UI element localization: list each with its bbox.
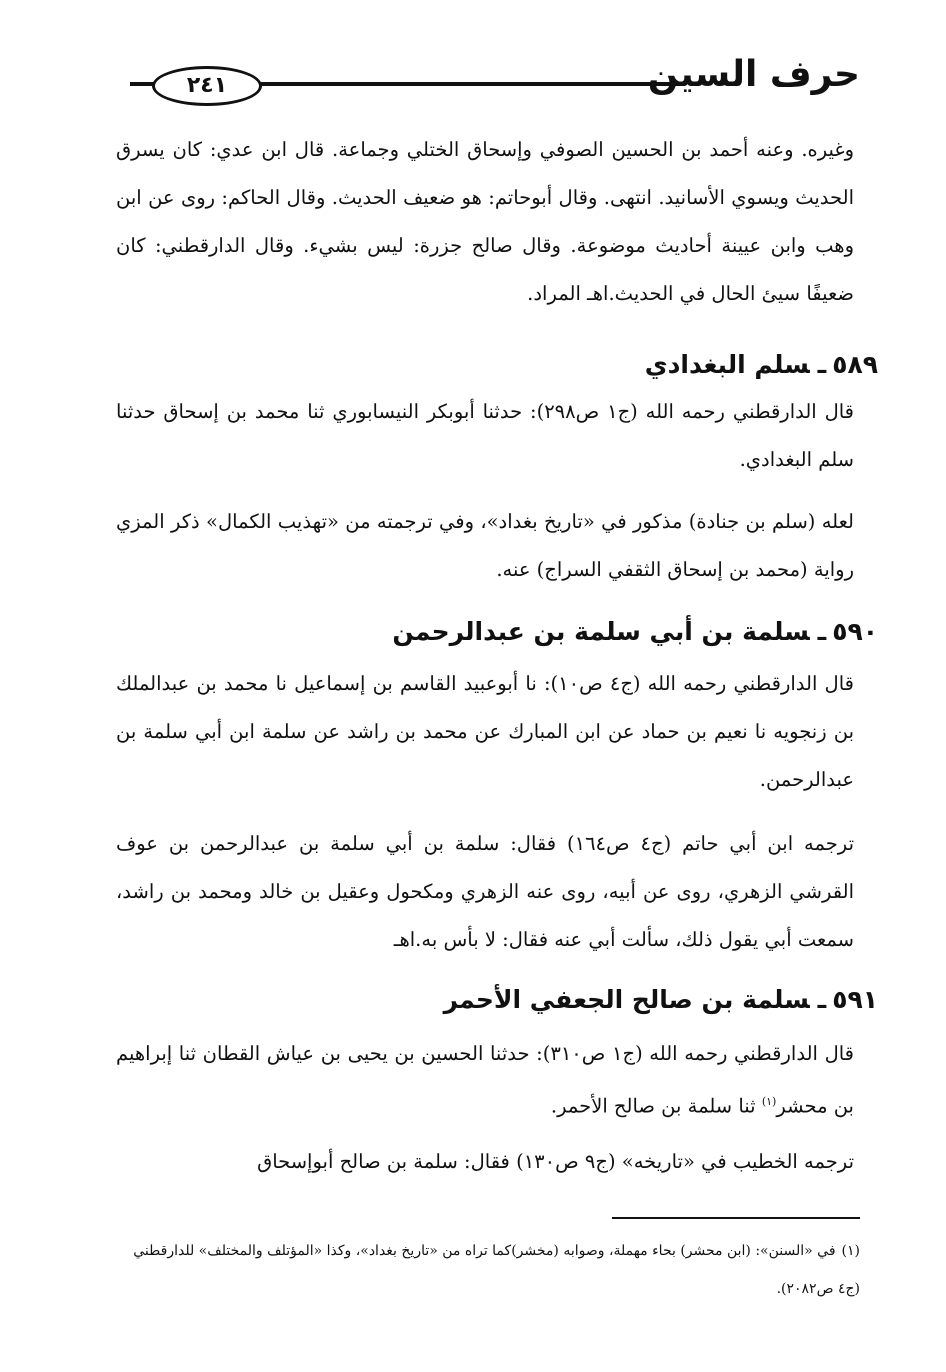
entry-heading-589 [645, 345, 878, 385]
entry-dash: ـ [817, 617, 827, 646]
entry-dash: ـ [817, 985, 827, 1014]
entry-591-text-a: قال الدارقطني رحمه الله (ج١ ص٣١٠): حدثنا الحسين بن يحيى بن عياش القطان ثنا إبراهيم بن محشر [116, 1042, 854, 1118]
footnote-reference[interactable]: (١) [761, 1095, 777, 1108]
footnote-marker: (١) [841, 1243, 860, 1259]
entry-589-paragraph-1: قال الدارقطني رحمه الله (ج١ ص٢٩٨): حدثنا أبوبكر النيسابوري ثنا محمد بن إسحاق حدثنا سلم البغدادي. [116, 400, 855, 471]
entry-590-paragraph-2: ترجمه ابن أبي حاتم (ج٤ ص١٦٤) فقال: سلمة بن أبي سلمة بن عبدالرحمن بن عوف القرشي الزهري، روى عن أبيه، روى عنه الزهري ومكحول وعقيل بن خالد ومحمد بن راشد، سمعت أبي يقول ذلك، سألت أبي عنه فقال: لا بأس به.اهـ [116, 832, 854, 951]
entry-title: سلمة بن صالح الجعفي الأحمر [443, 985, 810, 1014]
entry-589-paragraph-2: لعله (سلم بن جنادة) مذكور في «تاريخ بغداد»، وفي ترجمته من «تهذيب الكمال» ذكر المزي رواية (محمد بن إسحاق الثقفي السراج) عنه. [116, 510, 854, 581]
entry-title: سلمة بن أبي سلمة بن عبدالرحمن [392, 617, 810, 646]
footnotes [116, 1232, 860, 1308]
footnote-divider [612, 1217, 860, 1219]
entry-dash: ـ [817, 350, 827, 379]
entry-title: سلم البغدادي [644, 350, 810, 379]
intro-paragraph: وغيره. وعنه أحمد بن الحسين الصوفي وإسحاق الختلي وجماعة. قال ابن عدي: كان يسرق الحديث ويسوي الأسانيد. انتهى. وقال أبوحاتم: هو ضعيف الحديث. وقال الحاكم: روى عن ابن وهب وابن عيينة أحاديث موضوعة. وقال صالح جزرة: ليس بشيء. وقال الدارقطني: كان ضعيفًا سيئ الحال في الحديث.اهـ المراد. [116, 138, 854, 305]
page-header [130, 52, 860, 102]
entry-number: ٥٨٩ [832, 350, 878, 379]
entry-590-paragraph-1: قال الدارقطني رحمه الله (ج٤ ص١٠): نا أبوعبيد القاسم بن إسماعيل نا محمد بن عبدالملك بن زنجويه نا نعيم بن حماد عن ابن المبارك عن محمد بن راشد عن سلمة ابن أبي سلمة بن عبدالرحمن. [116, 672, 854, 791]
page-number: ٢٤١ [152, 66, 262, 106]
header-title: حرف السين [647, 54, 860, 95]
entry-591-paragraph-2: ترجمه الخطيب في «تاريخه» (ج٩ ص١٣٠) فقال: سلمة بن صالح أبوإسحاق [257, 1150, 854, 1173]
entry-number: ٥٩١ [832, 985, 878, 1014]
entry-heading-591 [444, 980, 878, 1020]
entry-591-text-b: ثنا سلمة بن صالح الأحمر. [550, 1094, 762, 1118]
footnote-text: في «السنن»: (ابن محشر) بحاء مهملة، وصوابه (مخشر)كما تراه من «تاريخ بغداد»، وكذا «المؤتلف والمختلف» للدارقطني (ج٤ ص٢٠٨٢). [133, 1243, 860, 1297]
entry-591-paragraph-1 [116, 1030, 854, 1131]
entry-number: ٥٩٠ [832, 617, 878, 646]
entry-heading-590 [392, 612, 878, 652]
